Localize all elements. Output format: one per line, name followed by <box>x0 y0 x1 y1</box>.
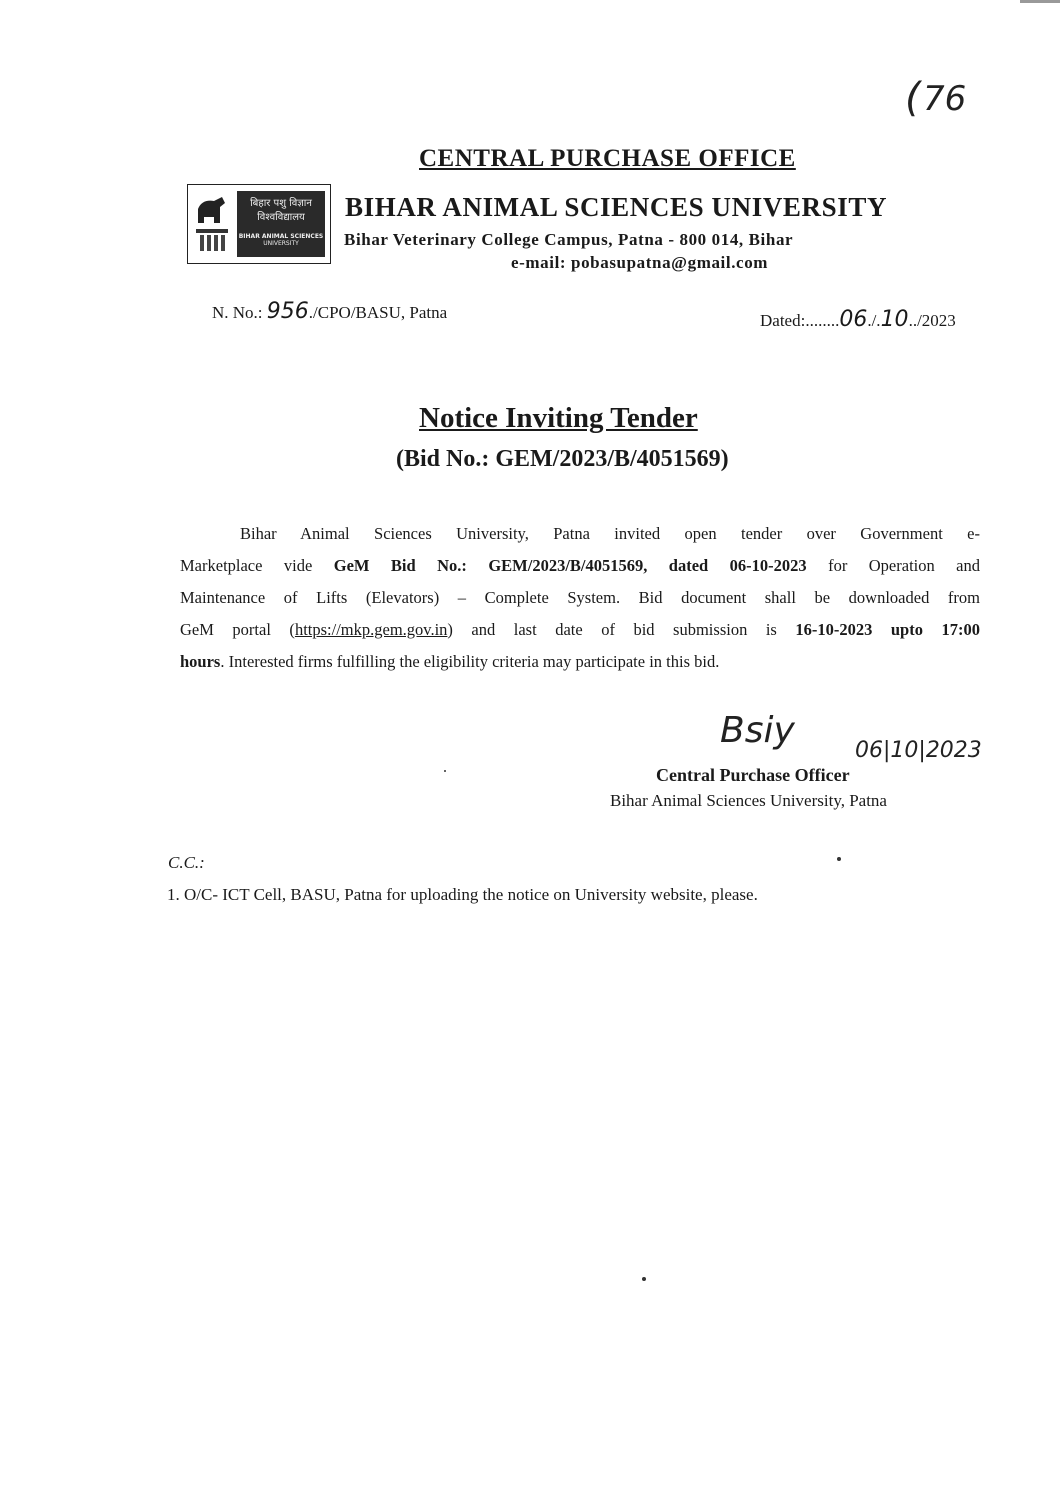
body-line-2 <box>180 550 980 582</box>
reference-number <box>212 299 447 324</box>
logo-hindi-line-1: बिहार पशु विज्ञान <box>250 198 312 209</box>
scan-speck <box>837 857 841 861</box>
body-line-3 <box>180 582 980 614</box>
logo-text-panel <box>237 191 325 257</box>
university-address: Bihar Veterinary College Campus, Patna - 800 014, Bihar <box>344 230 794 249</box>
body-deadline: 16-10-2023 upto 17:00 <box>795 620 980 639</box>
logo-hindi-line-2: विश्वविद्यालय <box>257 212 305 223</box>
body-line-5 <box>180 646 980 678</box>
body-line-2-text-c: for Operation and <box>806 556 980 575</box>
scan-speck <box>444 770 446 772</box>
date-year: /2023 <box>917 311 956 330</box>
office-heading: CENTRAL PURCHASE OFFICE <box>419 145 796 172</box>
scan-speck <box>642 1277 646 1281</box>
cc-item: 1. O/C- ICT Cell, BASU, Patna for uploading the notice on University website, please. <box>167 885 758 904</box>
logo-english-line-2: UNIVERSITY <box>263 240 299 247</box>
university-logo <box>187 184 331 264</box>
page-number-value: 76 <box>923 79 967 119</box>
bid-number: (Bid No.: GEM/2023/B/4051569) <box>396 446 729 472</box>
scan-edge-mark <box>1020 0 1060 3</box>
body-line-4-text-a: GeM portal ( <box>180 620 295 639</box>
notice-body <box>180 518 980 678</box>
handwritten-signature: Bsiy <box>720 710 795 751</box>
body-line-2-text-a: Marketplace vide <box>180 556 334 575</box>
body-line-4 <box>180 614 980 646</box>
reference-prefix: N. No.: <box>212 303 267 322</box>
body-line-4-text-b: ) and last date of bid submission is <box>447 620 796 639</box>
body-bid-reference: GeM Bid No.: GEM/2023/B/4051569, dated 06-10-2023 <box>333 556 807 575</box>
body-line-1 <box>180 518 980 550</box>
body-line-1-text: Bihar Animal Sciences University, Patna invited open tender over Government e- <box>240 524 980 543</box>
date-month: 10 <box>880 307 909 332</box>
page-number-bracket: ( <box>905 75 921 121</box>
body-deadline-hours: hours <box>180 652 221 671</box>
date-label: Dated: <box>760 311 806 330</box>
university-email: e-mail: pobasupatna@gmail.com <box>511 253 769 272</box>
signatory-organization: Bihar Animal Sciences University, Patna <box>610 791 887 810</box>
date-day: 06 <box>839 307 868 332</box>
reference-date: Dated:........06./.10../2023 <box>760 307 956 332</box>
reference-handwritten-number: 956 <box>266 299 309 324</box>
signatory-designation: Central Purchase Officer <box>656 765 850 785</box>
body-line-3-text: Maintenance of Lifts (Elevators) – Complete System. Bid document shall be downloaded from <box>180 588 980 607</box>
university-name: BIHAR ANIMAL SCIENCES UNIVERSITY <box>345 192 888 222</box>
notice-title: Notice Inviting Tender <box>419 402 698 434</box>
cc-label: C.C.: <box>168 853 205 872</box>
logo-english-line-1: BIHAR ANIMAL SCIENCES <box>238 233 324 240</box>
handwritten-page-number <box>905 75 991 123</box>
body-line-5-text: . Interested firms fulfilling the eligibility criteria may participate in this bid. <box>220 652 720 671</box>
gem-portal-link[interactable]: https://mkp.gem.gov.in <box>294 620 448 639</box>
signature-date: 06|10|2023 <box>855 738 982 763</box>
reference-suffix: ./CPO/BASU, Patna <box>308 303 448 322</box>
logo-emblem-icon <box>192 189 232 257</box>
